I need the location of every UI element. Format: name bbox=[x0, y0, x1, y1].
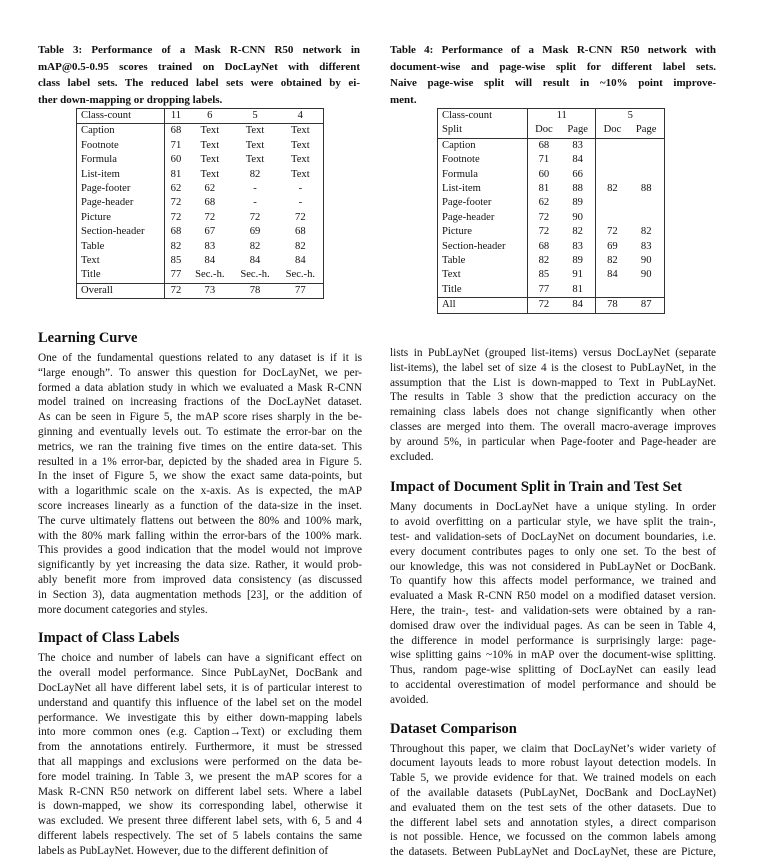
row-label: Picture bbox=[77, 211, 165, 225]
text-line: to accidental overestimation of model performance and should be bbox=[390, 678, 716, 691]
table-cell: 68 bbox=[538, 240, 550, 252]
table-4-caption bbox=[390, 42, 716, 108]
table-cell: 62 bbox=[170, 183, 182, 195]
text-line: lists in PubLayNet (grouped list-items) versus DocLayNet (separate bbox=[390, 347, 716, 359]
table-cell: 67 bbox=[204, 226, 216, 238]
table-cell: 83 bbox=[560, 240, 596, 254]
table-cell: Page bbox=[560, 123, 596, 138]
table-row bbox=[438, 225, 665, 239]
text-line: remaining class labels does not change significantly when other bbox=[390, 406, 716, 419]
text-line: the difference in model performance is surprisingly large: page- bbox=[390, 634, 716, 647]
table-row bbox=[438, 268, 665, 282]
text-line: document layouts leads to more robust layout detection models. In bbox=[390, 757, 716, 770]
table-cell: Text bbox=[290, 125, 310, 137]
table-row bbox=[438, 196, 665, 210]
table-cell: Text bbox=[200, 125, 220, 137]
table-cell: 68 bbox=[295, 226, 306, 238]
table-row bbox=[438, 153, 665, 167]
text-line: of the available datasets (PubLayNet, DocBank and DocLayNet) bbox=[390, 786, 716, 799]
row-label: Overall bbox=[77, 283, 165, 298]
table-cell: 83 bbox=[204, 240, 216, 252]
text-line: model trained on increasing fractions of the DocLayNet dataset. bbox=[38, 396, 362, 409]
table-row bbox=[77, 283, 324, 298]
text-line: the different label sets and annotation styles, a direct comparison bbox=[390, 816, 716, 829]
left-column bbox=[38, 329, 362, 859]
text-line: Many documents in DocLayNet have a unique styling. In order bbox=[390, 501, 716, 514]
paragraph bbox=[38, 351, 362, 617]
table-cell: - bbox=[298, 197, 303, 209]
table-cell: Text bbox=[290, 139, 310, 151]
section bbox=[390, 478, 716, 707]
table-cell: 90 bbox=[640, 269, 652, 281]
table-cell: Text bbox=[290, 168, 310, 180]
text-line: Throughout this paper, we claim that DocLayNet’s wider variety of bbox=[390, 742, 716, 755]
text-line: the overall model performance. Since PubLayNet, DocBank and bbox=[38, 667, 362, 680]
table-cell: 6 bbox=[187, 109, 232, 124]
table-cell: 78 bbox=[232, 283, 277, 298]
text-line: fore model training. In Table 3, we present the mAP scores for a bbox=[38, 770, 362, 783]
table-cell: 85 bbox=[538, 269, 550, 281]
text-line: Table 3: Performance of a Mask R-CNN R50 network in bbox=[38, 44, 360, 56]
row-label: Formula bbox=[438, 168, 528, 182]
section-heading: Learning Curve bbox=[38, 330, 138, 346]
row-label: Page-header bbox=[77, 196, 165, 210]
text-line: to avoid overfitting on a particular style, we have split the train-, bbox=[390, 516, 716, 529]
table-cell: 72 bbox=[538, 211, 550, 223]
text-line: and evaluated them on the test sets of the other datasets. Due to bbox=[390, 801, 716, 814]
table-cell: 60 bbox=[170, 154, 182, 166]
paragraph bbox=[390, 500, 716, 707]
right-column bbox=[390, 346, 716, 860]
text-line: labels as PubLayNet. However, due to the different definition of bbox=[38, 844, 329, 857]
text-line: One of the fundamental questions related to any dataset is if it is bbox=[38, 352, 362, 364]
table-row bbox=[77, 124, 324, 139]
row-label: Page-footer bbox=[77, 182, 165, 196]
row-label: Section-header bbox=[438, 240, 528, 254]
text-line: the datasets. Between PubLayNet and DocLayNet, these are Picture, bbox=[390, 846, 716, 859]
table-cell: 82 bbox=[295, 240, 306, 252]
text-line: performance. We investigate this by either down-mapping labels bbox=[38, 711, 362, 724]
table-cell: 82 bbox=[560, 225, 596, 239]
table-cell: Text bbox=[200, 168, 220, 180]
text-line: score increases linearly as a function of the data-size in the inset. bbox=[38, 499, 362, 512]
row-label: Split bbox=[438, 123, 528, 138]
table-cell bbox=[596, 138, 628, 153]
text-line: list-items), the label set of size 4 is the closest to PubLayNet, in the bbox=[390, 361, 716, 374]
row-label: Caption bbox=[77, 124, 165, 139]
text-line: excluded. bbox=[390, 450, 434, 463]
text-line: ther down-mapping or dropping labels. bbox=[38, 93, 223, 106]
table-cell: Text bbox=[200, 154, 220, 166]
text-line: with the 80% mark falling within the error-bars of the 100% mark. bbox=[38, 529, 362, 542]
row-label: Table bbox=[438, 254, 528, 268]
table-cell: - bbox=[253, 183, 257, 195]
section-heading: Impact of Class Labels bbox=[38, 630, 180, 647]
table-cell: Sec.-h. bbox=[285, 269, 316, 281]
row-label: Page-footer bbox=[438, 196, 528, 210]
table-cell: 68 bbox=[170, 125, 182, 137]
text-line: is not possible. Hence, we focussed on the common labels among bbox=[390, 831, 716, 844]
row-label: Title bbox=[438, 283, 528, 298]
paragraph bbox=[390, 346, 716, 464]
text-line: was excluded. We present three different label sets, with 6, 5 and 4 bbox=[38, 815, 362, 828]
row-label: Footnote bbox=[438, 153, 528, 167]
table-cell: 72 bbox=[170, 197, 182, 209]
table-cell: 77 bbox=[170, 269, 182, 281]
table-cell: 68 bbox=[170, 226, 182, 238]
text-line: class label sets. The reduced label sets were obtained by ei- bbox=[38, 77, 360, 89]
row-label: Class-count bbox=[77, 109, 165, 124]
table-cell: Doc bbox=[527, 123, 559, 138]
table-cell: 78 bbox=[596, 298, 628, 313]
text-line: The curve ultimately flattens out between the 80% and 100% mark, bbox=[38, 514, 362, 527]
table-row bbox=[438, 240, 665, 254]
text-line: formed a data ablation study in which we evaluated a Mask R-CNN bbox=[38, 381, 362, 394]
table-cell: 91 bbox=[560, 268, 596, 282]
table-cell: 82 bbox=[538, 255, 550, 267]
row-label: List-item bbox=[438, 182, 528, 196]
table-row bbox=[438, 298, 665, 313]
table-cell: 66 bbox=[560, 168, 596, 182]
table-cell: 85 bbox=[170, 255, 182, 267]
text-line: In the inset of Figure 5, we show the exact same data-points, but bbox=[38, 470, 362, 483]
table-row bbox=[77, 139, 324, 153]
table-cell: 81 bbox=[538, 183, 550, 195]
text-line: into more common ones (e.g. Caption→Text) or excluding them bbox=[38, 726, 362, 739]
section-heading: Impact of Document Split in Train and Test Set bbox=[390, 479, 682, 496]
table-cell: 62 bbox=[204, 183, 216, 195]
text-line: significantly by yet increasing the data size. Rather, it would prob- bbox=[38, 559, 362, 572]
table-cell: - bbox=[298, 183, 303, 195]
text-line: This provides a good indication that the model would not improve bbox=[38, 544, 362, 557]
row-label: Text bbox=[438, 268, 528, 282]
table-cell: 69 bbox=[249, 226, 261, 238]
text-line: document-wise and page-wise split for different label sets. bbox=[390, 60, 716, 73]
table-cell: 84 bbox=[560, 153, 596, 167]
table-cell: 72 bbox=[170, 211, 182, 223]
table-4 bbox=[437, 108, 665, 314]
table-cell: 82 bbox=[607, 255, 618, 267]
table-row bbox=[77, 254, 324, 268]
table-cell bbox=[628, 211, 664, 225]
text-line: wise splitting gains ~10% in mAP over the document-wise splitting. bbox=[390, 649, 716, 662]
table-3-caption bbox=[38, 42, 360, 108]
table-cell: 11 bbox=[164, 109, 187, 124]
table-cell: Text bbox=[245, 125, 265, 137]
table-cell: 84 bbox=[560, 298, 596, 313]
table-cell: 82 bbox=[640, 226, 652, 238]
table-row bbox=[438, 283, 665, 298]
table-cell: 72 bbox=[607, 226, 618, 238]
table-cell bbox=[596, 168, 628, 182]
table-cell: 82 bbox=[170, 240, 182, 252]
table-cell: 69 bbox=[607, 240, 618, 252]
table-cell bbox=[628, 283, 664, 298]
paragraph bbox=[390, 742, 716, 860]
section bbox=[38, 329, 362, 617]
table-row bbox=[77, 268, 324, 283]
table-cell: 77 bbox=[538, 283, 550, 295]
table-cell: Text bbox=[200, 139, 220, 151]
text-line: Table 5, we provide evidence for that. We trained models on each bbox=[390, 772, 716, 785]
table-cell: 60 bbox=[538, 168, 550, 180]
text-line: ably benefit more from improved data consistency (as discussed bbox=[38, 573, 362, 586]
row-label: List-item bbox=[77, 168, 165, 182]
table-cell: 87 bbox=[628, 298, 664, 313]
table-cell: 88 bbox=[640, 183, 652, 195]
row-label: Caption bbox=[438, 138, 528, 153]
table-cell: Text bbox=[290, 154, 310, 166]
table-cell: 82 bbox=[249, 240, 261, 252]
row-label: Class-count bbox=[438, 109, 528, 124]
table-row bbox=[77, 211, 324, 225]
text-line: To quantify how this affects model performance, we trained and bbox=[390, 575, 716, 588]
table-cell bbox=[596, 153, 628, 167]
section bbox=[38, 629, 362, 858]
table-cell: 73 bbox=[187, 283, 232, 298]
table-cell: 90 bbox=[640, 255, 652, 267]
text-line: classes are merged into them. The overall macro-average improves bbox=[390, 420, 716, 433]
text-line: assumption that the List is down-mapped to Text in PubLayNet. bbox=[390, 376, 716, 389]
table-cell: Sec.-h. bbox=[195, 269, 225, 281]
table-cell bbox=[596, 196, 628, 210]
text-line: domised draw over the individual pages. As can be seen in Table 4, bbox=[390, 619, 716, 632]
text-line: test- and validation-sets of DocLayNet on document boundaries, i.e. bbox=[390, 530, 716, 543]
table-cell: 81 bbox=[560, 283, 596, 298]
paragraph bbox=[38, 651, 362, 858]
row-label: Title bbox=[77, 268, 165, 283]
table-row bbox=[438, 254, 665, 268]
text-line: Thus, random page-wise splitting of DocLayNet can easily lead bbox=[390, 664, 716, 677]
table-row bbox=[77, 225, 324, 239]
table-cell: 84 bbox=[607, 269, 618, 281]
text-line: from the annotations entirely. Furthermore, it must be stressed bbox=[38, 741, 362, 754]
text-line: resulted in a 1% error-bar, depicted by the shaded area in Figure 5. bbox=[38, 455, 362, 468]
text-line: avoided. bbox=[390, 693, 429, 706]
table-cell: Sec.-h. bbox=[240, 269, 270, 281]
table-cell: 89 bbox=[560, 254, 596, 268]
table-cell: 71 bbox=[538, 154, 550, 166]
table-cell: 77 bbox=[278, 283, 324, 298]
text-line: evaluated a Mask R-CNN R50 model on a modified dataset version. bbox=[390, 590, 716, 603]
text-line: Here, the train-, test- and validation-sets were obtained by a ran- bbox=[390, 604, 716, 617]
table-cell: 68 bbox=[538, 139, 550, 151]
table-row bbox=[438, 138, 665, 153]
table-cell: 84 bbox=[295, 255, 306, 267]
table-cell: 62 bbox=[538, 197, 550, 209]
row-label: Table bbox=[77, 240, 165, 254]
table-cell: 72 bbox=[164, 283, 187, 298]
text-line: ment. bbox=[390, 93, 417, 106]
table-row bbox=[438, 211, 665, 225]
text-line: DocLayNet all have different label sets, it is of particular interest to bbox=[38, 681, 362, 694]
table-row bbox=[77, 109, 324, 124]
row-label: Formula bbox=[77, 153, 165, 167]
row-label: Text bbox=[77, 254, 165, 268]
table-cell bbox=[628, 138, 664, 153]
text-line: is down-mapped, we show its corresponding label, otherwise it bbox=[38, 800, 362, 813]
table-cell: 72 bbox=[538, 226, 550, 238]
table-cell: 71 bbox=[170, 139, 182, 151]
text-line: ginning and eventually levels out. To estimate the error-bar on the bbox=[38, 425, 362, 438]
section-heading: Dataset Comparison bbox=[390, 720, 517, 737]
table-cell: 90 bbox=[560, 211, 596, 225]
text-line: our knowledge, this was not considered in PubLayNet or DocBank. bbox=[390, 560, 716, 573]
table-row bbox=[77, 182, 324, 196]
table-cell bbox=[628, 168, 664, 182]
table-cell: Doc bbox=[596, 123, 628, 138]
table-cell bbox=[596, 211, 628, 225]
table-cell bbox=[596, 283, 628, 298]
table-row bbox=[438, 168, 665, 182]
table-row bbox=[77, 168, 324, 182]
table-cell: 5 bbox=[232, 109, 277, 124]
text-line: in Section 3), data augmentation methods [23], or the addition of bbox=[38, 588, 362, 601]
column-group-header: 11 bbox=[527, 109, 596, 124]
text-line: with a logarithmic scale on the x-axis. As is expected, the mAP bbox=[38, 485, 362, 498]
text-line: every document contributes pages to only one set. To the best of bbox=[390, 545, 716, 558]
text-line: mAP@0.5-0.95 scores trained on DocLayNet with different bbox=[38, 60, 360, 73]
table-cell: 68 bbox=[204, 197, 216, 209]
table-cell: 72 bbox=[204, 211, 216, 223]
table-cell: 81 bbox=[170, 168, 182, 180]
table-cell bbox=[628, 153, 664, 167]
table-cell: Text bbox=[245, 154, 265, 166]
text-line: Table 4: Performance of a Mask R-CNN R50 network with bbox=[390, 44, 716, 56]
text-line: that all mappings and exclusions were performed on the data be- bbox=[38, 755, 362, 768]
table-cell: Page bbox=[628, 123, 664, 138]
table-cell: 83 bbox=[640, 240, 652, 252]
row-label: All bbox=[438, 298, 528, 313]
table-row bbox=[438, 182, 665, 196]
text-line: “large enough”. To answer this question for DocLayNet, we per- bbox=[38, 366, 362, 379]
table-cell: 4 bbox=[278, 109, 324, 124]
table-cell: 84 bbox=[204, 255, 216, 267]
text-line: Naive page-wise split will result in ~10% point improve- bbox=[390, 77, 716, 89]
text-line: different labels respectively. The set of 5 labels contains the same bbox=[38, 829, 362, 842]
text-line: understand and quantify this influence of the label set on the model bbox=[38, 696, 362, 709]
table-row bbox=[77, 240, 324, 254]
table-cell: 89 bbox=[560, 196, 596, 210]
table-cell: 72 bbox=[249, 211, 261, 223]
table-cell: Text bbox=[245, 139, 265, 151]
table-cell: 88 bbox=[560, 182, 596, 196]
section bbox=[390, 346, 716, 464]
table-row bbox=[77, 153, 324, 167]
text-line: Mask R-CNN R50 network on different label sets. Where a label bbox=[38, 785, 362, 798]
table-cell: 83 bbox=[560, 138, 596, 153]
text-line: by around 5%, in particular when Page-footer and Page-header are bbox=[390, 435, 716, 448]
row-label: Page-header bbox=[438, 211, 528, 225]
row-label: Footnote bbox=[77, 139, 165, 153]
row-label: Picture bbox=[438, 225, 528, 239]
table-cell: 84 bbox=[249, 255, 261, 267]
text-line: The results in Table 3 show that the prediction accuracy on the bbox=[390, 391, 716, 404]
table-cell: 72 bbox=[295, 211, 306, 223]
table-cell: 82 bbox=[607, 183, 618, 195]
row-label: Section-header bbox=[77, 225, 165, 239]
table-row bbox=[77, 196, 324, 210]
text-line: As can be seen in Figure 5, the mAP score rises sharply in the be- bbox=[38, 411, 362, 424]
table-cell: - bbox=[253, 197, 257, 209]
text-line: more document categories and styles. bbox=[38, 603, 208, 616]
table-header-row bbox=[438, 109, 665, 124]
table-cell bbox=[628, 196, 664, 210]
table-3 bbox=[76, 108, 324, 299]
column-group-header: 5 bbox=[627, 110, 633, 121]
table-cell: 72 bbox=[527, 298, 559, 313]
text-line: The choice and number of labels can have a significant effect on bbox=[38, 652, 362, 665]
table-row bbox=[438, 123, 665, 138]
table-cell: 82 bbox=[249, 168, 261, 180]
section bbox=[390, 720, 716, 860]
text-line: metrics, we ran the training five times on the entire data-set. This bbox=[38, 440, 362, 453]
